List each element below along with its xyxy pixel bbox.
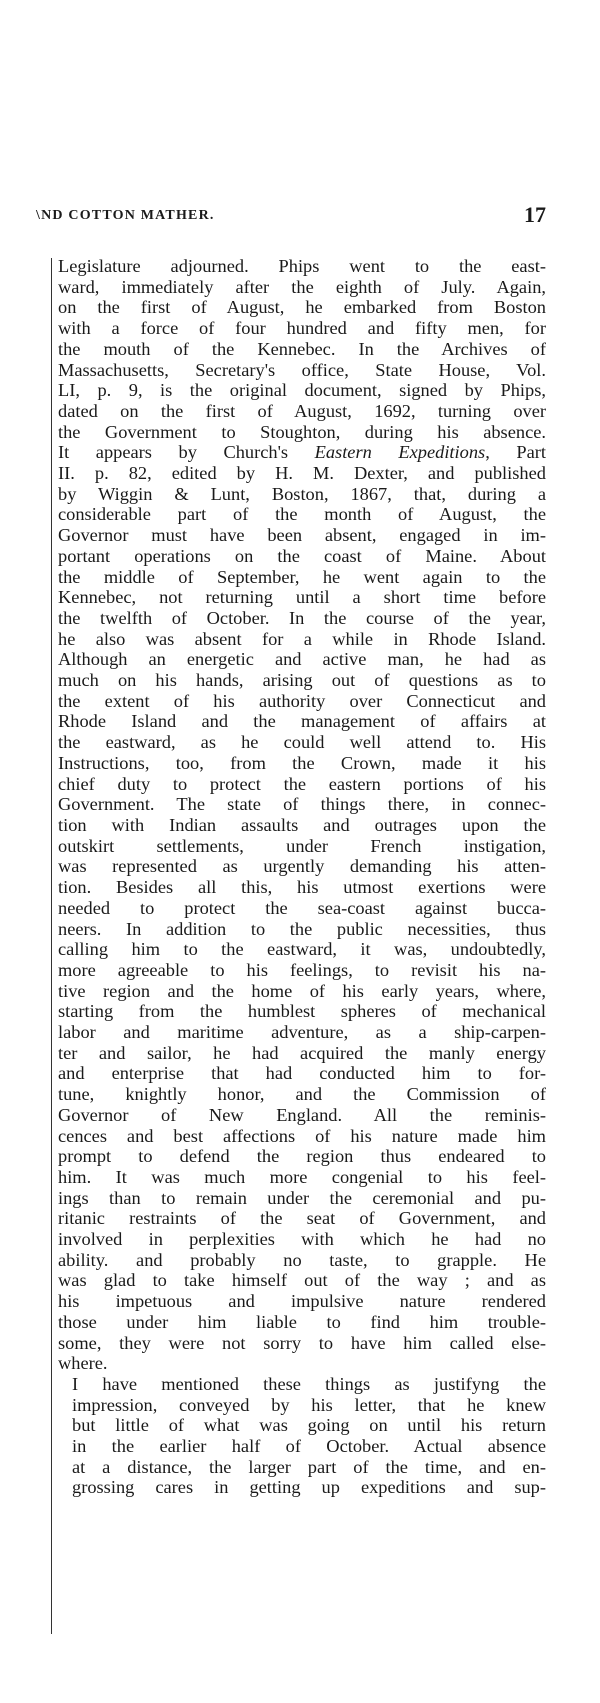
text-line: ritanic restraints of the seat of Government, and: [58, 1208, 546, 1229]
text-line: dated on the first of August, 1692, turning over: [58, 400, 546, 421]
text-line: impression, conveyed by his letter, that he knew: [72, 1394, 546, 1415]
text-line: the mouth of the Kennebec. In the Archives of: [58, 338, 546, 359]
text-line: those under him liable to find him trouble-: [58, 1311, 546, 1332]
text-line: by Wiggin & Lunt, Boston, 1867, that, during a: [58, 483, 546, 504]
text-line: portant operations on the coast of Maine. About: [58, 545, 546, 566]
text-line: him. It was much more congenial to his feel-: [58, 1166, 546, 1187]
paragraph: [58, 1374, 546, 1498]
text-line: ter and sailor, he had acquired the manly energy: [58, 1042, 546, 1063]
body-text: [58, 256, 546, 1498]
text-line: neers. In addition to the public necessities, thus: [58, 918, 546, 939]
text-line: Rhode Island and the management of affairs at: [58, 711, 546, 732]
text-line: Legislature adjourned. Phips went to the east-: [58, 256, 546, 276]
text-line: LI, p. 9, is the original document, signed by Phips,: [58, 380, 546, 401]
text-line: Massachusetts, Secretary's office, State House, Vol.: [58, 359, 546, 380]
text-line: cences and best affections of his nature made him: [58, 1125, 546, 1146]
text-line: tion with Indian assaults and outrages upon the: [58, 814, 546, 835]
text-line: ward, immediately after the eighth of July. Again,: [58, 276, 546, 297]
text-line: ability. and probably no taste, to grapple. He: [58, 1249, 546, 1270]
text-line: ings than to remain under the ceremonial and pu-: [58, 1187, 546, 1208]
text-line: was represented as urgently demanding his atten-: [58, 856, 546, 877]
text-line: more agreeable to his feelings, to revisit his na-: [58, 959, 546, 980]
text-line: where.: [58, 1353, 108, 1374]
text-line: labor and maritime adventure, as a ship-carpen-: [58, 1022, 546, 1043]
margin-rule: [51, 258, 52, 1634]
text-line: with a force of four hundred and fifty men, for: [58, 318, 546, 339]
text-line: the extent of his authority over Connecticut and: [58, 690, 546, 711]
text-line: Governor must have been absent, engaged in im-: [58, 525, 546, 546]
text-line: he also was absent for a while in Rhode Island.: [58, 628, 546, 649]
text-line: the twelfth of October. In the course of the year,: [58, 607, 546, 628]
text-line: much on his hands, arising out of questions as to: [58, 670, 546, 691]
text-line: at a distance, the larger part of the time, and en-: [72, 1456, 546, 1477]
text-line: II. p. 82, edited by H. M. Dexter, and published: [58, 463, 546, 484]
text-line: Government. The state of things there, in connec-: [58, 794, 546, 815]
page-number: 17: [524, 202, 546, 227]
text-line: Kennebec, not returning until a short time before: [58, 587, 546, 608]
paragraph: [58, 256, 546, 1374]
text-line: Instructions, too, from the Crown, made it his: [58, 752, 546, 773]
text-line: some, they were not sorry to have him called else-: [58, 1332, 546, 1353]
text-line: chief duty to protect the eastern portions of his: [58, 773, 546, 794]
text-line: It appears by Church's Eastern Expeditions, Part: [58, 442, 546, 463]
text-line: Although an energetic and active man, he had as: [58, 649, 546, 670]
text-line: considerable part of the month of August, the: [58, 504, 546, 525]
text-line: outskirt settlements, under French instigation,: [58, 835, 546, 856]
text-line: the eastward, as he could well attend to. His: [58, 732, 546, 753]
text-line: prompt to defend the region thus endeared to: [58, 1146, 546, 1167]
running-header: [36, 202, 546, 230]
text-line: the Government to Stoughton, during his absence.: [58, 421, 546, 442]
text-line: involved in perplexities with which he had no: [58, 1229, 546, 1250]
text-line: on the first of August, he embarked from Boston: [58, 297, 546, 318]
text-line: Governor of New England. All the reminis-: [58, 1104, 546, 1125]
text-line: tive region and the home of his early years, where,: [58, 980, 546, 1001]
text-line: but little of what was going on until his return: [72, 1415, 546, 1436]
text-line: needed to protect the sea-coast against bucca-: [58, 897, 546, 918]
text-line: grossing cares in getting up expeditions and sup-: [72, 1477, 546, 1498]
text-line: the middle of September, he went again to the: [58, 566, 546, 587]
text-line: I have mentioned these things as justifyng the: [72, 1373, 546, 1394]
book-title: Eastern Expeditions: [314, 442, 486, 463]
text-line: starting from the humblest spheres of mechanical: [58, 1001, 546, 1022]
running-head-title: \ND COTTON MATHER.: [36, 208, 215, 223]
text-line: tune, knightly honor, and the Commission of: [58, 1084, 546, 1105]
text-line: tion. Besides all this, his utmost exertions were: [58, 877, 546, 898]
text-line: calling him to the eastward, it was, undoubtedly,: [58, 939, 546, 960]
text-line: his impetuous and impulsive nature rendered: [58, 1291, 546, 1312]
text-line: was glad to take himself out of the way ; and as: [58, 1270, 546, 1291]
text-line: in the earlier half of October. Actual absence: [72, 1436, 546, 1457]
text-line: and enterprise that had conducted him to for-: [58, 1063, 546, 1084]
